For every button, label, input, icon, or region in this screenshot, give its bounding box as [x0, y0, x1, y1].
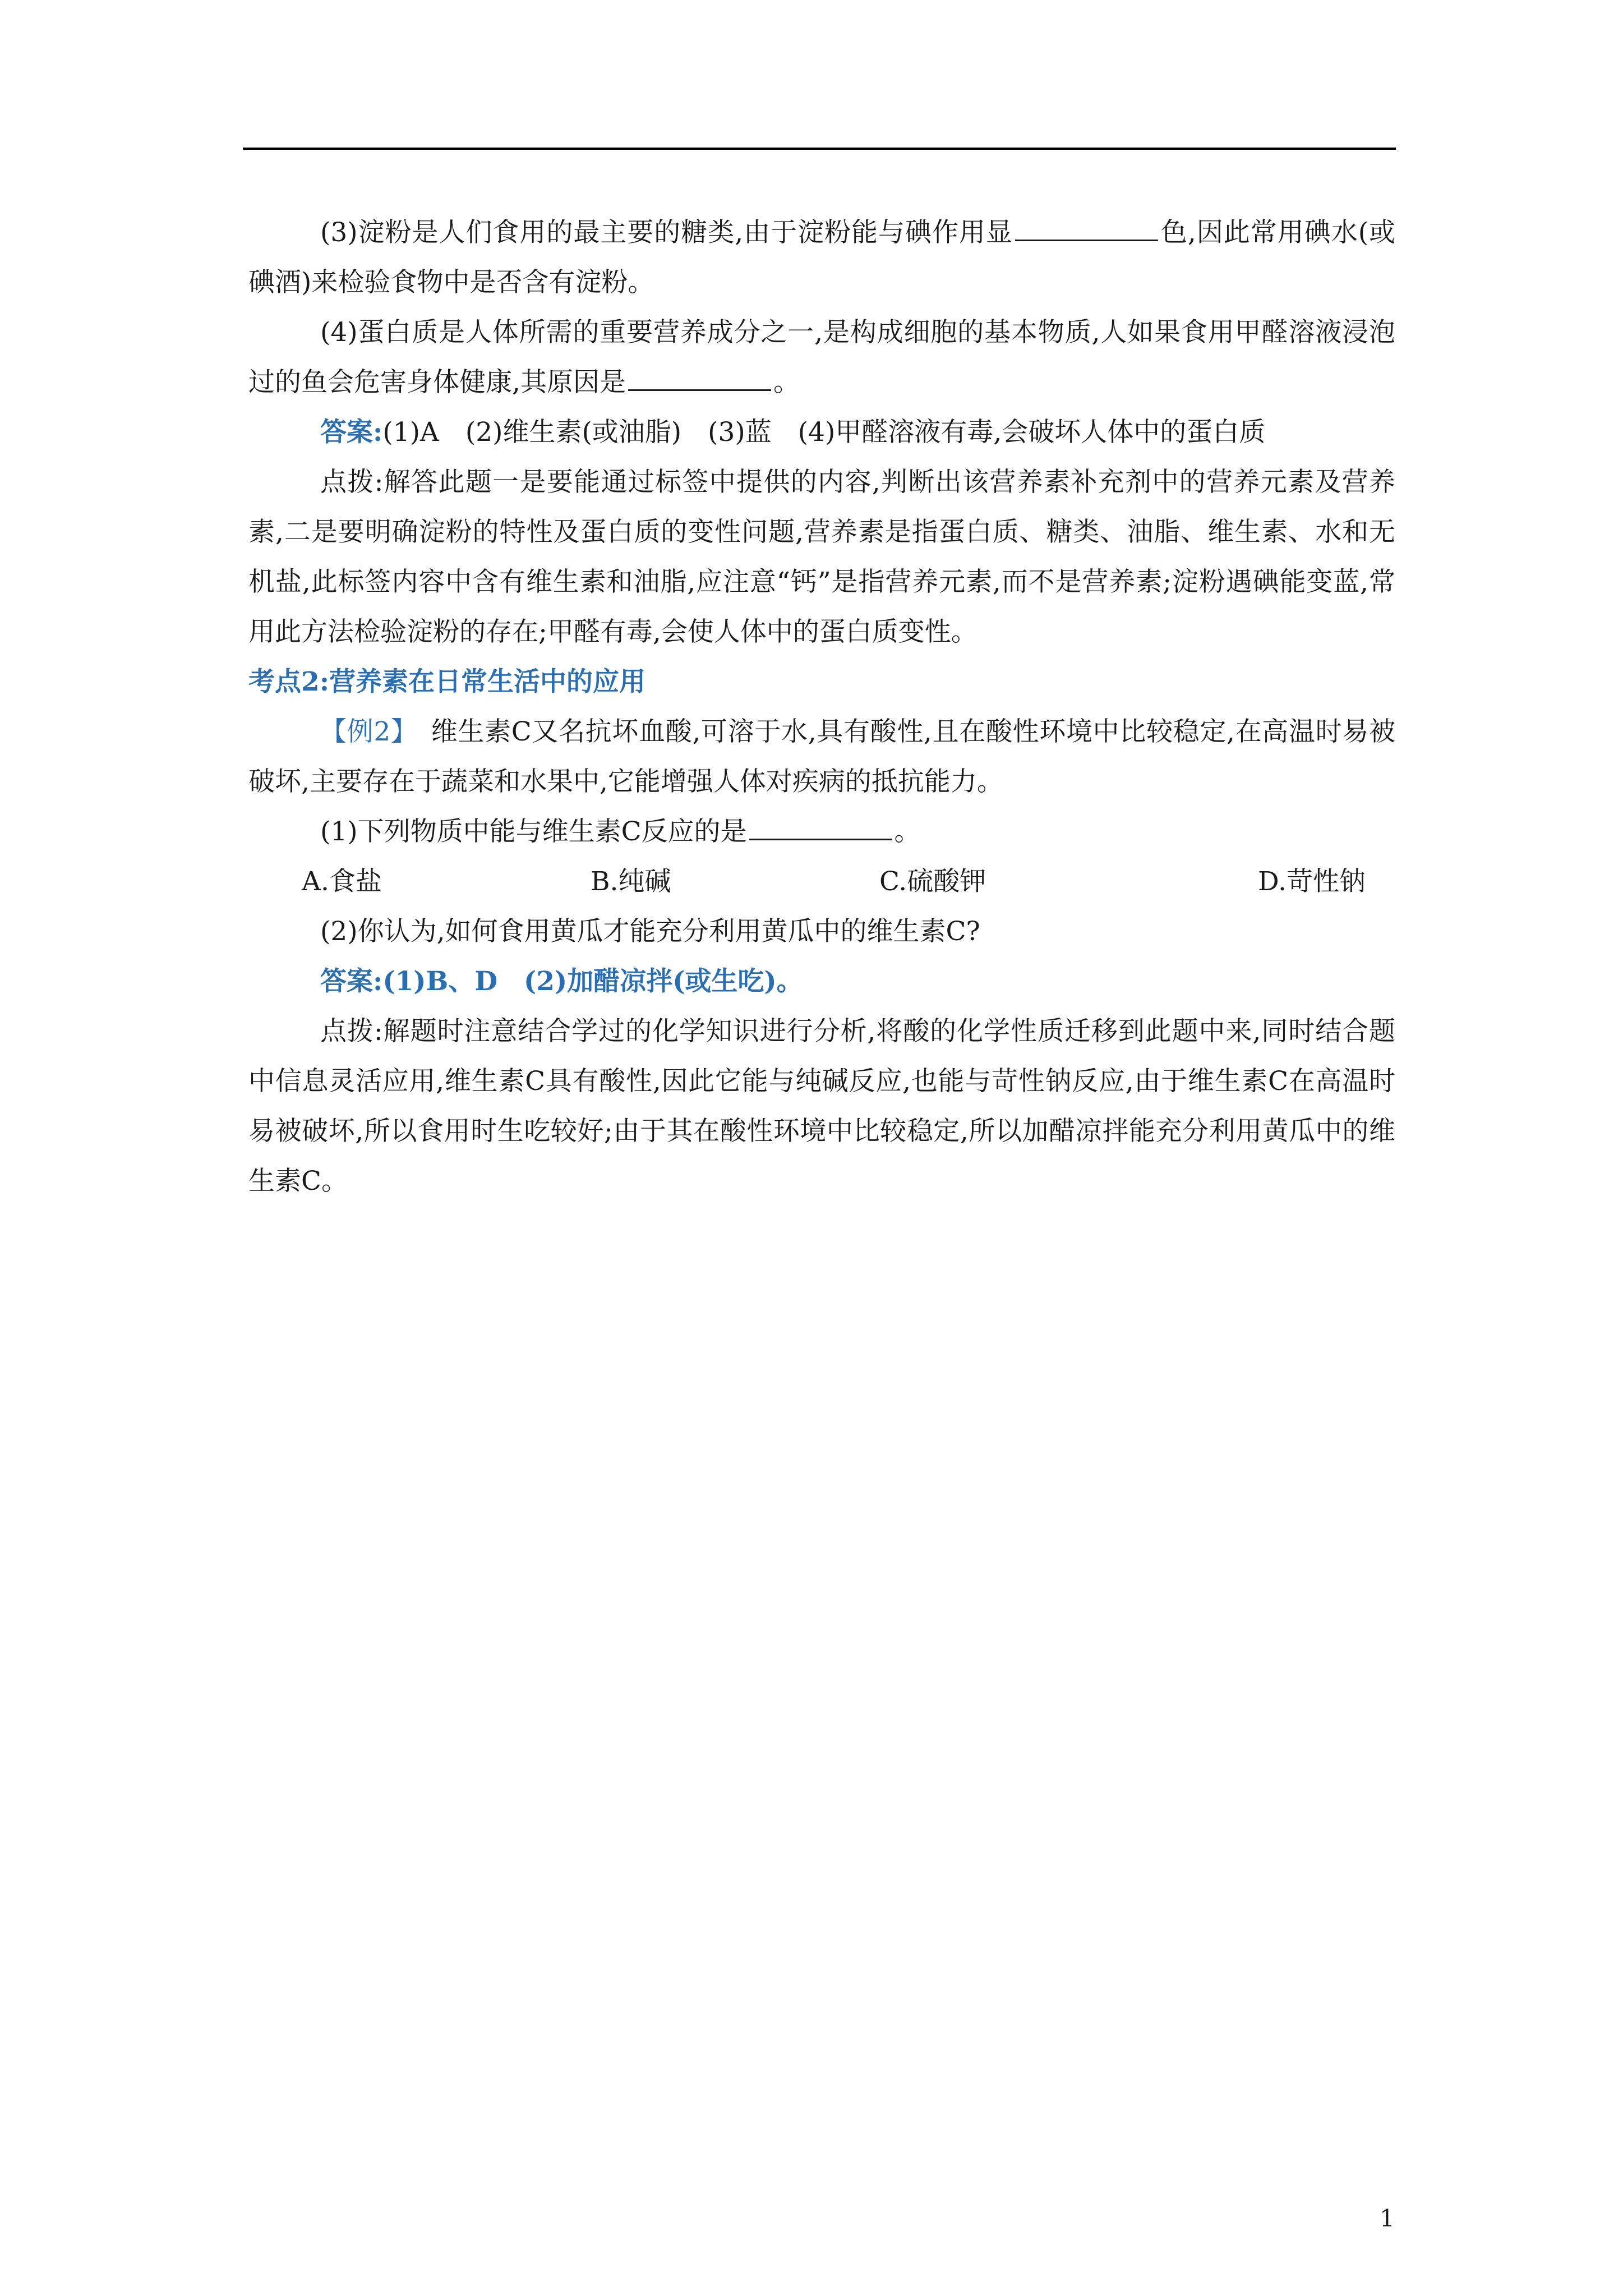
answer-blank [749, 838, 892, 840]
answer-2-label: 答案: [320, 966, 383, 997]
answer-2 [248, 956, 1395, 1006]
question-1 [248, 807, 1395, 857]
example-2 [248, 707, 1395, 807]
header-rule [243, 148, 1396, 150]
example-2-label: 【例2】 [320, 716, 405, 747]
option-b: B.纯碱 [591, 866, 671, 897]
question-1-text-after: 。 [894, 816, 921, 847]
options-row [248, 857, 1395, 907]
question-4-text-after: 。 [773, 367, 800, 398]
question-1-text-before: (1)下列物质中能与维生素C反应的是 [320, 816, 747, 847]
answer-1 [248, 407, 1395, 457]
option-d: D.苛性钠 [1258, 866, 1366, 897]
example-2-text: 维生素C又名抗坏血酸,可溶于水,具有酸性,且在酸性环境中比较稳定,在高温时易被破坏,主要存在于蔬菜和水果中,它能增强人体对疾病的抵抗能力。 [248, 716, 1395, 797]
question-2: (2)你认为,如何食用黄瓜才能充分利用黄瓜中的维生素C? [320, 916, 980, 947]
question-3 [248, 208, 1395, 307]
section-title: 考点2:营养素在日常生活中的应用 [248, 666, 646, 697]
hint-2: 点拨:解题时注意结合学过的化学知识进行分析,将酸的化学性质迁移到此题中来,同时结合题中信息灵活应用,维生素C具有酸性,因此它能与纯碱反应,也能与苛性钠反应,由于维生素C在高温时易被破坏,所以食用时生吃较好;由于其在酸性环境中比较稳定,所以加醋凉拌能充分利用黄瓜中的维生素C。 [248, 1016, 1395, 1197]
answer-1-text: (1)A (2)维生素(或油脂) (3)蓝 (4)甲醛溶液有毒,会破坏人体中的蛋白质 [382, 417, 1266, 448]
hint-1: 点拨:解答此题一是要能通过标签中提供的内容,判断出该营养素补充剂中的营养元素及营养素,二是要明确淀粉的特性及蛋白质的变性问题,营养素是指蛋白质、糖类、油脂、维生素、水和无机盐,此标签内容中含有维生素和油脂,应注意“钙”是指营养元素,而不是营养素;淀粉遇碘能变蓝,常用此方法检验淀粉的存在;甲醛有毒,会使人体中的蛋白质变性。 [248, 467, 1395, 647]
answer-2-text: (1)B、D (2)加醋凉拌(或生吃)。 [382, 966, 803, 997]
question-3-text-before: (3)淀粉是人们食用的最主要的糖类,由于淀粉能与碘作用显 [320, 217, 1013, 248]
question-4-text-before: (4)蛋白质是人体所需的重要营养成分之一,是构成细胞的基本物质,人如果食用甲醛溶液浸泡过的鱼会危害身体健康,其原因是 [248, 317, 1396, 398]
option-a: A.食盐 [302, 866, 382, 897]
question-4 [248, 307, 1395, 407]
page-number: 1 [1380, 2205, 1395, 2232]
answer-blank [1015, 239, 1158, 241]
document-body [248, 208, 1395, 1206]
question-3-text-after: 色,因此常用碘水(或碘酒)来检验食物中是否含有淀粉。 [248, 217, 1396, 298]
option-c: C.硫酸钾 [879, 866, 986, 897]
answer-1-label: 答案: [320, 417, 383, 448]
answer-blank [628, 389, 771, 391]
